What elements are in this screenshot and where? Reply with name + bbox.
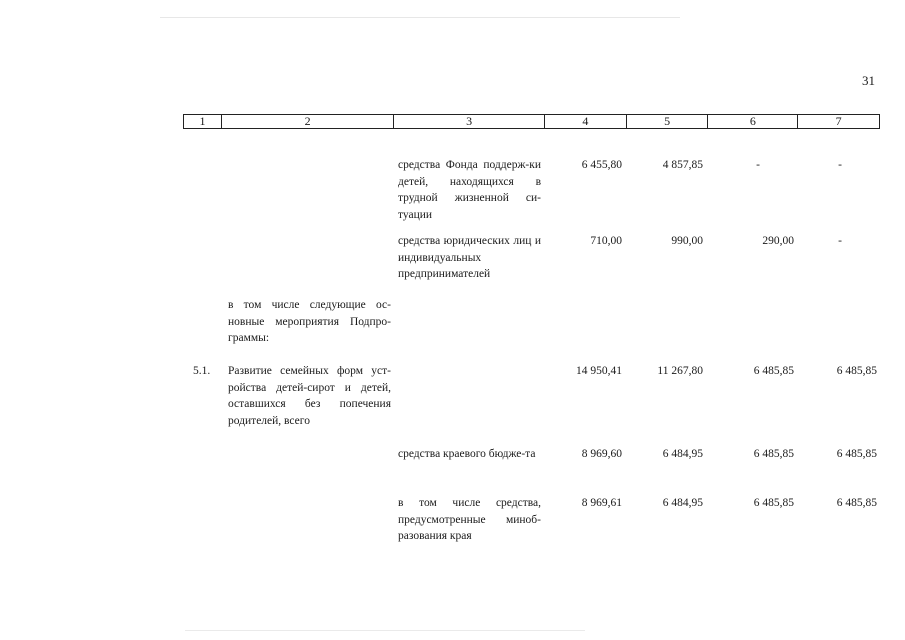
value-col-4: 6 455,80	[581, 159, 622, 171]
value-col-5: 4 857,85	[662, 159, 703, 171]
header-col-1: 1	[184, 115, 222, 128]
value-col-5: 6 484,95	[662, 497, 703, 509]
funding-source: средства Фонда поддерж-ки детей, находящихся в трудной жизненной си-туации	[398, 159, 541, 221]
header-col-6: 6	[708, 115, 798, 128]
funding-source: средства юридических лиц и индивидуальных предпринимателей	[398, 235, 541, 280]
value-col-6: 290,00	[762, 235, 794, 247]
value-col-7: -	[838, 159, 842, 171]
measure-name: в том числе следующие ос-новные мероприятия Подпро-граммы:	[228, 299, 391, 344]
page-number: 31	[862, 73, 875, 88]
scan-noise-top	[160, 17, 680, 18]
header-col-5: 5	[627, 115, 709, 128]
item-number: 5.1.	[193, 365, 211, 377]
header-col-2: 2	[222, 115, 395, 128]
value-col-7: 6 485,85	[836, 497, 877, 509]
value-col-4: 14 950,41	[576, 365, 622, 377]
value-col-7: -	[838, 235, 842, 247]
table-header	[183, 114, 880, 129]
funding-source: в том числе средства, предусмотренные миноб-разования края	[398, 497, 541, 542]
value-col-6: -	[756, 159, 760, 171]
value-col-4: 8 969,61	[581, 497, 622, 509]
header-col-7: 7	[835, 114, 842, 128]
value-col-5: 990,00	[671, 235, 703, 247]
value-col-6: 6 485,85	[753, 365, 794, 377]
funding-source: средства краевого бюдже-та	[398, 448, 536, 460]
header-col-4: 4	[545, 115, 627, 128]
value-col-4: 710,00	[590, 235, 622, 247]
value-col-6: 6 485,85	[753, 497, 794, 509]
value-col-7: 6 485,85	[836, 448, 877, 460]
value-col-6: 6 485,85	[753, 448, 794, 460]
value-col-7: 6 485,85	[836, 365, 877, 377]
value-col-4: 8 969,60	[581, 448, 622, 460]
header-col-3: 3	[394, 115, 545, 128]
measure-name: Развитие семейных форм уст-ройства детей-сирот и детей, оставшихся без попечения родителей, всего	[228, 365, 391, 427]
value-col-5: 11 267,80	[657, 365, 703, 377]
value-col-5: 6 484,95	[662, 448, 703, 460]
scan-noise-bottom	[185, 630, 585, 631]
